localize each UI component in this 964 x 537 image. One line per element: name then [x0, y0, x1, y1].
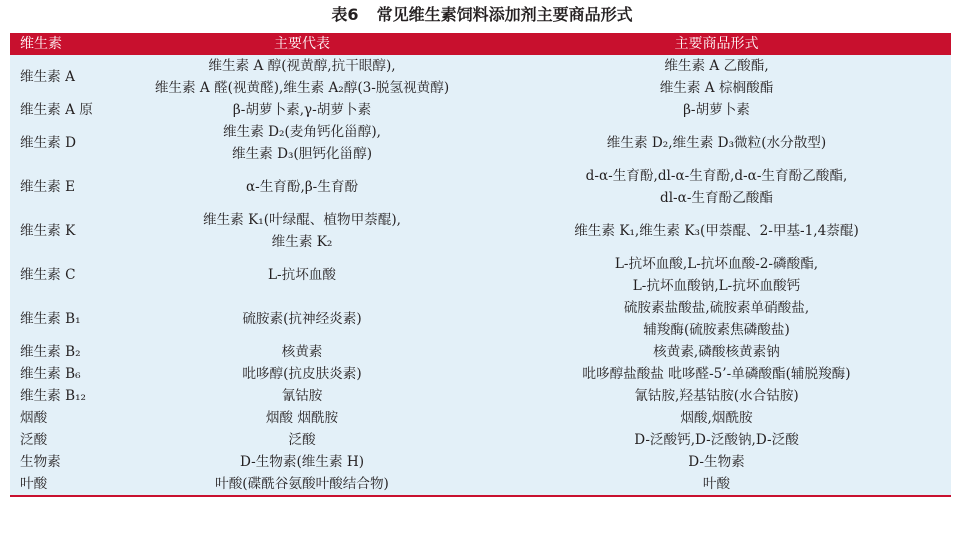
- commercial-form-line: dl-α-生育酚乙酸酯: [660, 190, 773, 206]
- vitamin-table: [10, 33, 951, 497]
- representative-cell: [122, 176, 482, 198]
- table-row: [10, 385, 951, 407]
- table-caption: [0, 2, 964, 28]
- table-body: [10, 55, 951, 495]
- table-row: [10, 99, 951, 121]
- vitamin-name-cell: 泛酸: [20, 432, 48, 448]
- representative-line: 维生素 A 醇(视黄醇,抗干眼醇),: [208, 58, 396, 74]
- representative-line: 维生素 K₁(叶绿醌、植物甲萘醌),: [203, 212, 401, 228]
- representative-line: 吡哆醇(抗皮肤炎素): [242, 366, 362, 382]
- representative-cell: [122, 209, 482, 253]
- commercial-form-cell: [482, 220, 951, 242]
- representative-line: 维生素 D₂(麦角钙化甾醇),: [223, 124, 381, 140]
- commercial-form-line: 烟酸,烟酰胺: [680, 410, 753, 426]
- table-row: [10, 473, 951, 495]
- commercial-form-line: L-抗坏血酸钠,L-抗坏血酸钙: [632, 278, 801, 294]
- commercial-form-cell: [482, 473, 951, 495]
- representative-line: β-胡萝卜素,γ-胡萝卜素: [232, 102, 372, 118]
- representative-cell: [122, 55, 482, 99]
- representative-line: 叶酸(碟酰谷氨酸叶酸结合物): [215, 476, 389, 492]
- commercial-form-cell: [482, 363, 951, 385]
- commercial-form-line: 吡哆醇盐酸盐 吡哆醛-5’-单磷酸酯(辅脱羧酶): [582, 366, 851, 382]
- commercial-form-cell: [482, 297, 951, 341]
- representative-cell: [122, 407, 482, 429]
- vitamin-name-cell: 维生素 B₂: [20, 344, 81, 360]
- commercial-form-line: L-抗坏血酸,L-抗坏血酸-2-磷酸酯,: [614, 256, 819, 272]
- table-row: [10, 451, 951, 473]
- vitamin-name-cell: 维生素 A: [20, 69, 75, 85]
- representative-line: α-生育酚,β-生育酚: [245, 179, 359, 195]
- representative-cell: [122, 429, 482, 451]
- commercial-form-line: D-泛酸钙,D-泛酸钠,D-泛酸: [634, 432, 799, 448]
- table-row: [10, 55, 951, 99]
- vitamin-name-cell: 烟酸: [20, 410, 48, 426]
- vitamin-name-cell: 维生素 B₁: [20, 311, 81, 327]
- representative-line: 维生素 K₂: [271, 234, 333, 250]
- table-row: [10, 209, 951, 253]
- representative-cell: [122, 341, 482, 363]
- table-row: [10, 165, 951, 209]
- commercial-form-line: 维生素 D₂,维生素 D₃微粒(水分散型): [606, 135, 827, 151]
- commercial-form-line: 维生素 A 乙酸酯,: [664, 58, 769, 74]
- representative-line: 氰钴胺: [281, 388, 323, 404]
- representative-cell: [122, 121, 482, 165]
- representative-line: 硫胺素(抗神经炎素): [242, 311, 362, 327]
- representative-line: 烟酸 烟酰胺: [265, 410, 339, 426]
- commercial-form-cell: [482, 451, 951, 473]
- table-row: [10, 121, 951, 165]
- commercial-form-line: 辅羧酶(硫胺素焦磷酸盐): [643, 322, 790, 338]
- table-row: [10, 363, 951, 385]
- table-row: [10, 253, 951, 297]
- representative-cell: [122, 451, 482, 473]
- commercial-form-line: 氰钴胺,羟基钴胺(水合钴胺): [634, 388, 799, 404]
- commercial-form-cell: [482, 165, 951, 209]
- commercial-form-line: β-胡萝卜素: [683, 102, 750, 118]
- representative-cell: [122, 264, 482, 286]
- representative-line: 核黄素: [281, 344, 323, 360]
- commercial-form-line: 维生素 A 棕榈酸酯: [659, 80, 774, 96]
- commercial-form-line: d-α-生育酚,dl-α-生育酚,d-α-生育酚乙酸酯,: [585, 168, 848, 184]
- commercial-form-cell: [482, 132, 951, 154]
- vitamin-name-cell: 维生素 A 原: [20, 102, 93, 118]
- commercial-form-cell: [482, 99, 951, 121]
- commercial-form-line: 叶酸: [702, 476, 731, 492]
- table-number: 表6: [331, 5, 359, 24]
- vitamin-name-cell: 叶酸: [20, 476, 48, 492]
- vitamin-name-cell: 维生素 E: [20, 179, 76, 195]
- representative-line: 维生素 A 醛(视黄醛),维生素 A₂醇(3-脱氢视黄醇): [154, 80, 450, 96]
- table-row: [10, 429, 951, 451]
- representative-line: L-抗坏血酸: [268, 267, 336, 283]
- representative-line: 维生素 D₃(胆钙化甾醇): [231, 146, 373, 162]
- representative-cell: [122, 385, 482, 407]
- table-row: [10, 297, 951, 341]
- table-header-row: [10, 33, 951, 55]
- commercial-form-line: 维生素 K₁,维生素 K₃(甲萘醌、2-甲基-1,4萘醌): [574, 223, 859, 239]
- commercial-form-cell: [482, 253, 951, 297]
- header-vitamin: 维生素: [20, 36, 62, 52]
- vitamin-name-cell: 生物素: [20, 454, 61, 470]
- commercial-form-line: 硫胺素盐酸盐,硫胺素单硝酸盐,: [623, 300, 810, 316]
- commercial-form-line: 核黄素,磷酸核黄素钠: [653, 344, 780, 360]
- representative-line: 泛酸: [288, 432, 316, 448]
- table-row: [10, 341, 951, 363]
- table-title: 常见维生素饲料添加剂主要商品形式: [376, 5, 633, 24]
- representative-cell: [122, 99, 482, 121]
- commercial-form-cell: [482, 341, 951, 363]
- vitamin-name-cell: 维生素 B₁₂: [20, 388, 86, 404]
- commercial-form-cell: [482, 385, 951, 407]
- representative-line: D-生物素(维生素 H): [239, 454, 365, 470]
- vitamin-name-cell: 维生素 K: [20, 223, 76, 239]
- vitamin-name-cell: 维生素 C: [20, 267, 76, 283]
- header-representative: 主要代表: [274, 36, 330, 52]
- commercial-form-cell: [482, 55, 951, 99]
- representative-cell: [122, 473, 482, 495]
- commercial-form-line: D-生物素: [688, 454, 745, 470]
- vitamin-name-cell: 维生素 B₆: [20, 366, 81, 382]
- header-commercial-form: 主要商品形式: [674, 36, 759, 52]
- representative-cell: [122, 363, 482, 385]
- commercial-form-cell: [482, 429, 951, 451]
- vitamin-name-cell: 维生素 D: [20, 135, 77, 151]
- commercial-form-cell: [482, 407, 951, 429]
- table-row: [10, 407, 951, 429]
- representative-cell: [122, 308, 482, 330]
